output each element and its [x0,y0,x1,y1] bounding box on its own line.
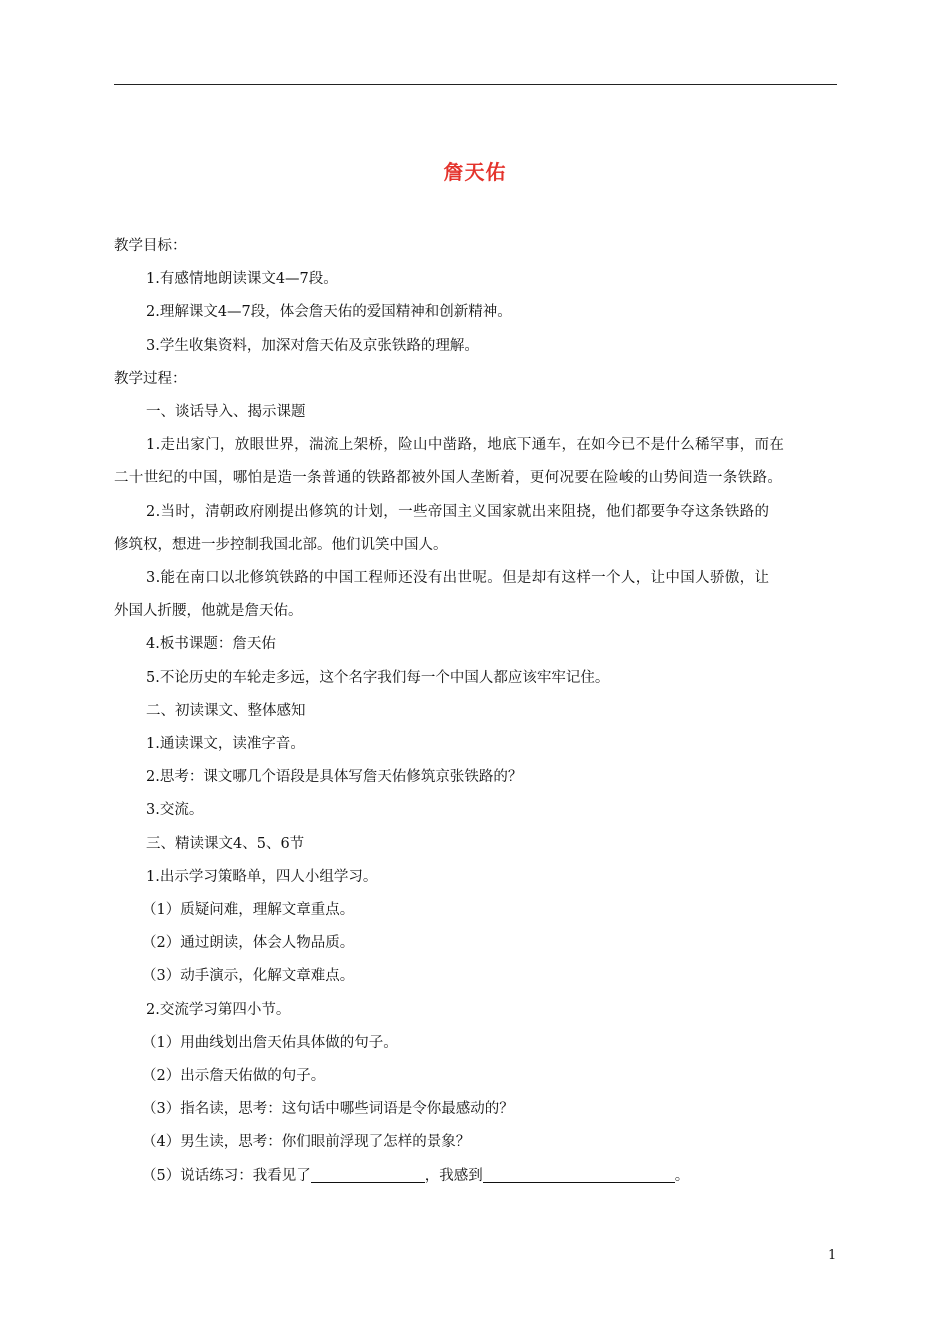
paragraph-line: 外国人折腰，他就是詹天佑。 [114,603,303,620]
sub-list-item: （1）用曲线划出詹天佑具体做的句子。 [142,1034,398,1051]
goals-heading: 教学目标： [114,238,187,254]
sub-list-item: （4）男生读，思考：你们眼前浮现了怎样的景象？ [142,1134,471,1151]
page-number: 1 [828,1248,837,1263]
paragraph-line: 二十世纪的中国，哪怕是造一条普通的铁路都被外国人垄断着，更何况要在险峻的山势间造一条铁路。 [114,470,783,487]
exercise-text: （5）说话练习：我看见了 [142,1167,311,1184]
header-rule [114,84,837,85]
list-item: 1.通读课文，读准字音。 [146,736,305,753]
exercise-text: 。 [674,1167,690,1184]
list-item: 1.出示学习策略单，四人小组学习。 [146,868,378,885]
exercise-line [114,1160,838,1193]
goal-item: 3.学生收集资料，加深对詹天佑及京张铁路的理解。 [146,337,479,354]
process-heading: 教学过程： [114,370,187,387]
sub-list-item: （3）动手演示，化解文章难点。 [142,968,355,985]
sub-list-item: （1）质疑问难，理解文章重点。 [142,902,355,919]
list-item: 2.思考：课文哪几个语段是具体写詹天佑修筑京张铁路的？ [146,769,523,786]
page-title: 詹天佑 [443,160,507,184]
goal-item: 1.有感情地朗读课文4—7段。 [146,271,338,288]
exercise-text: ，我感到 [424,1167,483,1184]
paragraph-line: 5.不论历史的车轮走多远，这个名字我们每一个中国人都应该牢牢记住。 [146,669,610,686]
paragraph-line: 3.能在南口以北修筑铁路的中国工程师还没有出世呢。但是却有这样一个人，让中国人骄傲，让 [146,570,770,587]
list-item: 2.交流学习第四小节。 [146,1001,291,1018]
sub-list-item: （3）指名读，思考：这句话中哪些词语是令你最感动的？ [142,1101,514,1118]
sub-list-item: （2）出示詹天佑做的句子。 [142,1068,326,1085]
paragraph-line: 修筑权，想进一步控制我国北部。他们讥笑中国人。 [114,536,448,553]
sub-list-item: （2）通过朗读，体会人物品质。 [142,935,355,952]
fill-in-blank [483,1166,675,1183]
fill-in-blank [311,1166,425,1183]
paragraph-line: 1.走出家门，放眼世界，湍流上架桥，险山中凿路，地底下通车，在如今已不是什么稀罕事，而在 [146,437,785,454]
section-title: 一、谈话导入、揭示课题 [146,404,306,421]
section-title: 二、初读课文、整体感知 [146,702,306,719]
paragraph-line: 2.当时，清朝政府刚提出修筑的计划，一些帝国主义国家就出来阻挠，他们都要争夺这条铁路的 [146,503,770,520]
document-body [114,230,838,1193]
section-title: 三、精读课文4、5、6节 [146,835,305,852]
paragraph-line: 4.板书课题：詹天佑 [146,636,276,653]
list-item: 3.交流。 [146,802,204,819]
goal-item: 2.理解课文4—7段，体会詹天佑的爱国精神和创新精神。 [146,304,512,321]
